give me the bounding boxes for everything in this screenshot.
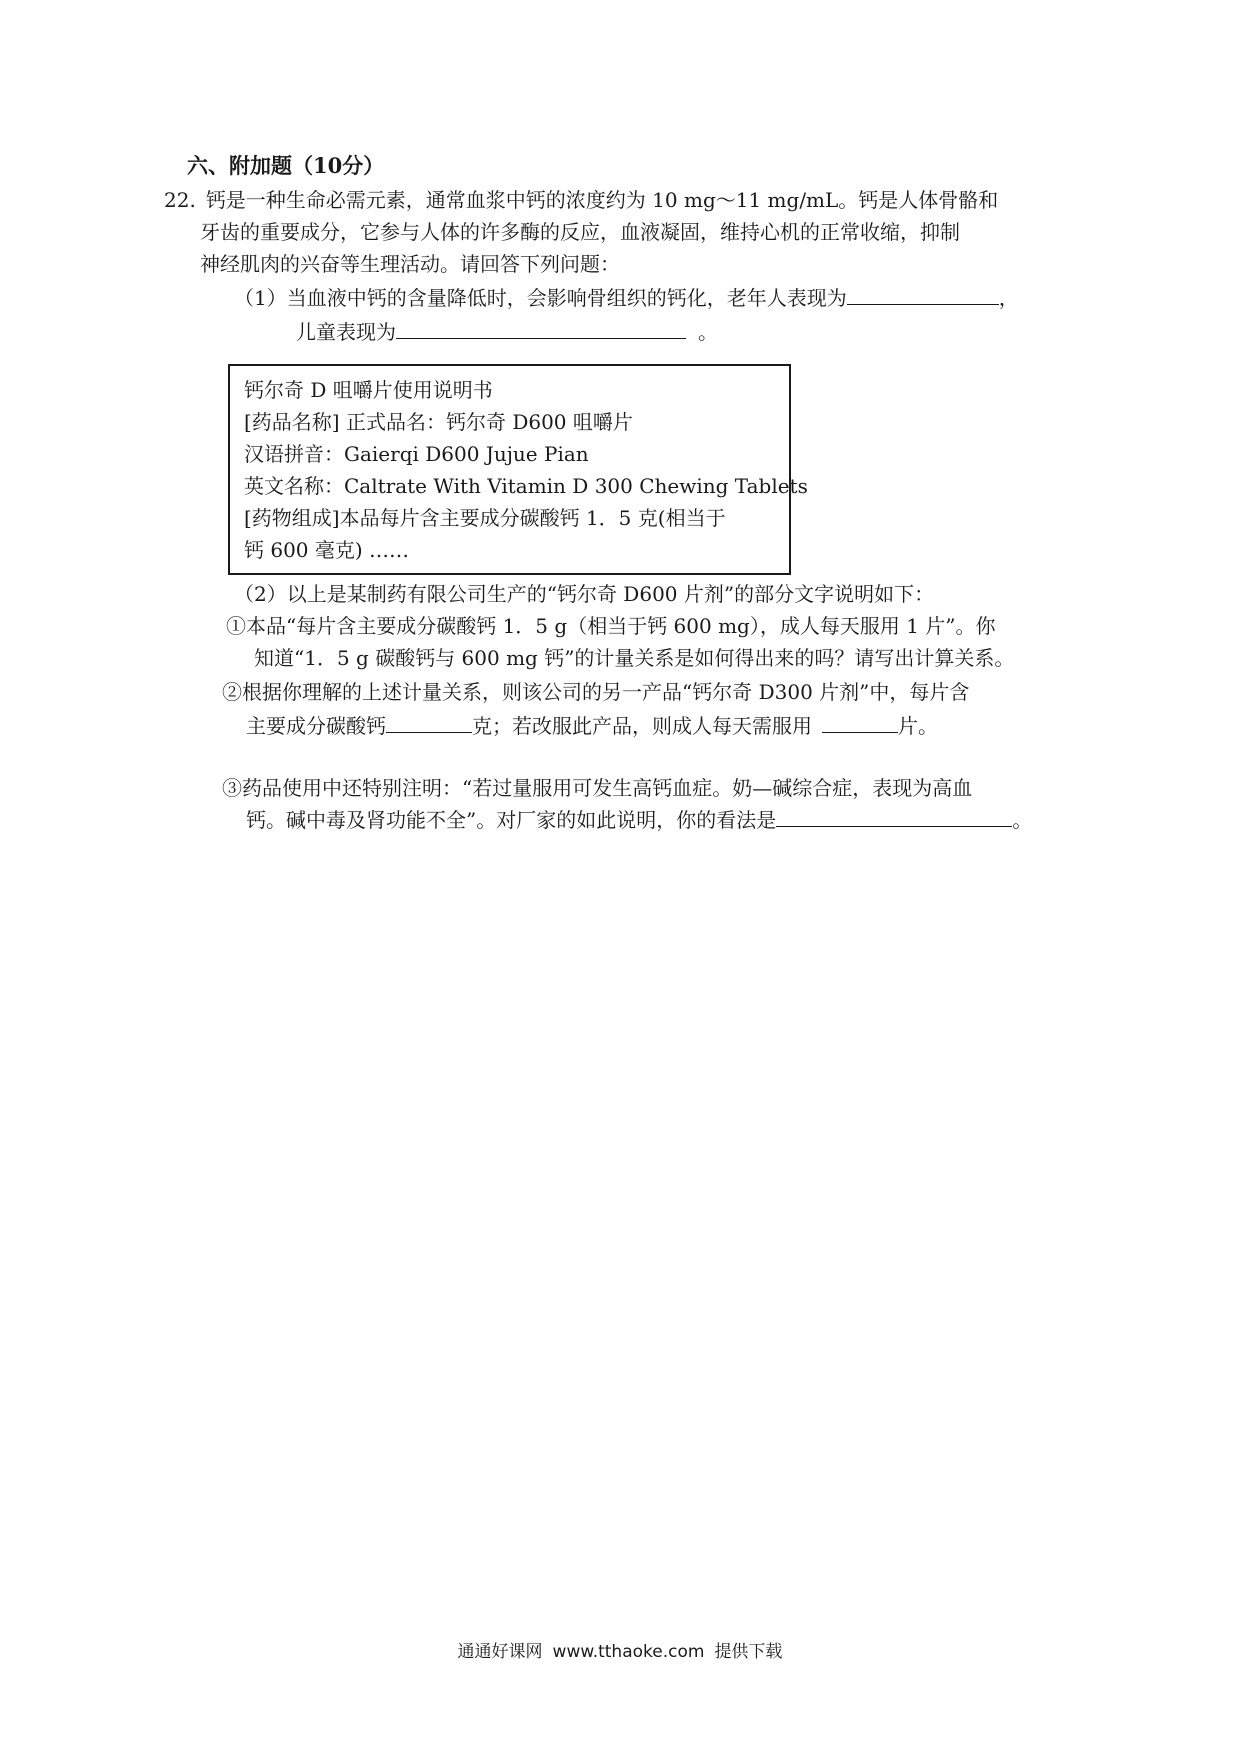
question-intro-line-3: 神经肌肉的兴奋等生理活动。请回答下列问题： — [200, 252, 620, 276]
footer-site-name: 通通好课网 — [457, 1642, 543, 1662]
part1-text-2: 儿童表现为 — [296, 320, 396, 344]
part2-item3-line-2 — [246, 806, 1032, 834]
part1-line-1 — [234, 284, 1019, 312]
answer-blank-opinion[interactable] — [776, 806, 1012, 827]
part2-item2-text-a: 主要成分碳酸钙 — [246, 714, 386, 738]
part2-intro: （2）以上是某制药有限公司生产的“钙尔奇 D600 片剂”的部分文字说明如下： — [234, 582, 935, 606]
label-line-2: [药品名称] 正式品名：钙尔奇 D600 咀嚼片 — [244, 410, 633, 434]
part2-item1-line-1: ①本品“每片含主要成分碳酸钙 1．5 g（相当于钙 600 mg），成人每天服用 1 片”。你 — [226, 614, 996, 638]
part1-comma: ， — [998, 286, 1019, 310]
question-intro-line-2: 牙齿的重要成分，它参与人体的许多酶的反应，血液凝固，维持心机的正常收缩，抑制 — [200, 220, 960, 244]
footer-url[interactable]: www.tthaoke.com — [552, 1642, 705, 1662]
part2-item3-period: 。 — [1012, 808, 1033, 832]
question-number: 22. — [164, 188, 196, 212]
part2-item1-line-2: 知道“1．5 g 碳酸钙与 600 mg 钙”的计量关系是如何得出来的吗？请写出计算关系。 — [254, 646, 1015, 670]
part2-item2-line-1: ②根据你理解的上述计量关系，则该公司的另一产品“钙尔奇 D300 片剂”中，每片含 — [222, 680, 970, 704]
part1-period: 。 — [698, 320, 718, 344]
label-line-6: 钙 600 毫克) …… — [244, 538, 410, 562]
question-intro-text-1: 钙是一种生命必需元素，通常血浆中钙的浓度约为 10 mg～11 mg/mL。钙是人体骨骼和 — [205, 188, 999, 212]
label-line-4: 英文名称：Caltrate With Vitamin D 300 Chewing Tablets — [244, 474, 808, 498]
section-title: 六、附加题（10分） — [187, 153, 385, 178]
footer-suffix: 提供下载 — [714, 1642, 783, 1662]
answer-blank-elderly[interactable] — [847, 284, 999, 305]
label-line-3: 汉语拼音：Gaierqi D600 Jujue Pian — [244, 442, 589, 466]
page-footer — [0, 1637, 1240, 1662]
answer-blank-children[interactable] — [396, 318, 686, 339]
drug-label-box — [228, 364, 808, 575]
label-line-5: [药物组成]本品每片含主要成分碳酸钙 1．5 克(相当于 — [244, 506, 726, 530]
part2-item3-text: 钙。碱中毒及肾功能不全”。对厂家的如此说明，你的看法是 — [246, 808, 777, 832]
part2-item3-line-1: ③药品使用中还特别注明：“若过量服用可发生高钙血症。奶—碱综合症，表现为高血 — [222, 776, 973, 800]
answer-blank-carbonate-grams[interactable] — [386, 712, 472, 733]
answer-blank-tablets[interactable] — [822, 712, 898, 733]
label-line-1: 钙尔奇 D 咀嚼片使用说明书 — [244, 378, 493, 402]
part2-item2-text-c: 片。 — [898, 714, 938, 738]
part2-item2-line-2 — [246, 712, 938, 740]
question-intro-line-1 — [164, 186, 998, 214]
part2-item2-text-b: 克；若改服此产品，则成人每天需服用 — [472, 714, 812, 738]
part1-text-1: （1）当血液中钙的含量降低时，会影响骨组织的钙化，老年人表现为 — [234, 286, 847, 310]
part1-line-2 — [296, 318, 718, 346]
